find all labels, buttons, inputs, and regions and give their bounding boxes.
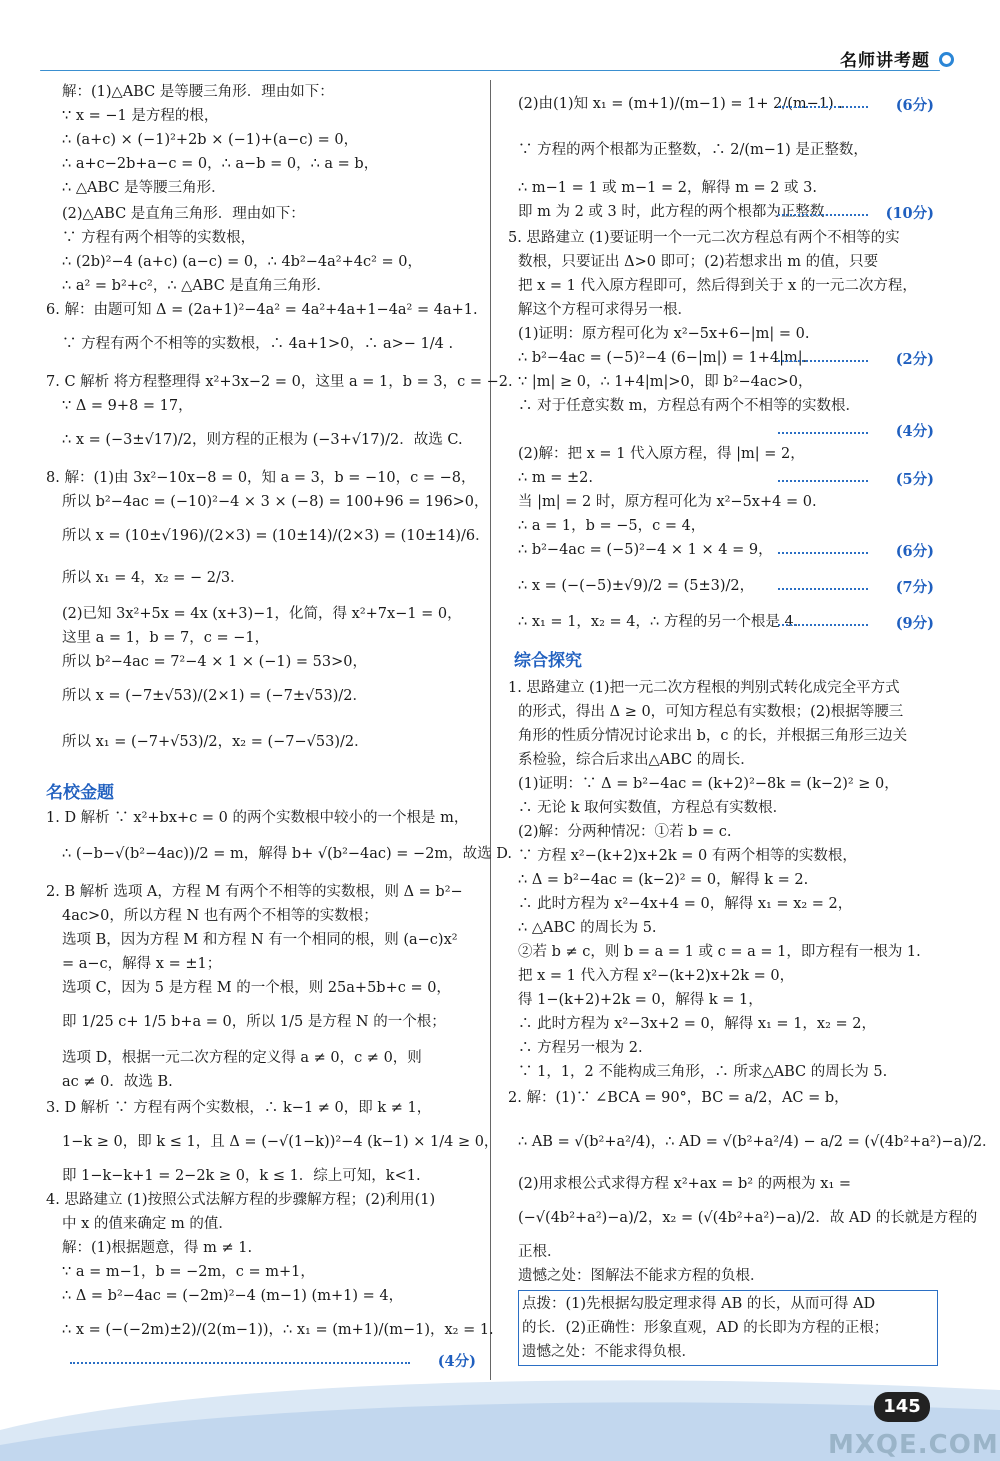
right-line: ②若 b ≠ c，则 b = a = 1 或 c = a = 1，即方程有一根为 1. bbox=[518, 944, 921, 960]
right-line: 2. 解：(1)∵ ∠BCA = 90°，BC = a/2，AC = b， bbox=[508, 1090, 849, 1106]
left-line: ∴ x = (−(−2m)±2)/(2(m−1))，∴ x₁ = (m+1)/(m−1)，x₂ = 1. bbox=[62, 1322, 494, 1338]
left-line: ∴ △ABC 是等腰三角形． bbox=[62, 180, 226, 196]
header-title: 名师讲考题 bbox=[840, 51, 930, 71]
left-line: 所以 b²−4ac = 7²−4 × 1 × (−1) = 53>0， bbox=[62, 654, 367, 670]
header-rule bbox=[40, 70, 940, 71]
left-line: 2. B 解析 选项 A，方程 M 有两个不相等的实数根，则 Δ = b²− bbox=[46, 884, 463, 900]
right-line: (−√(4b²+a²)−a)/2，x₂ = (√(4b²+a²)−a)/2．故 AD 的长就是方程的 bbox=[518, 1210, 978, 1226]
right-line: 点拨：(1)先根据勾股定理求得 AB 的长，从而可得 AD bbox=[522, 1296, 876, 1312]
right-line: 把 x = 1 代入原方程即可，然后得到关于 x 的一元二次方程， bbox=[518, 278, 917, 294]
watermark: MXQE.COM bbox=[828, 1430, 999, 1460]
header-circle-icon bbox=[939, 52, 954, 67]
right-line: 当 |m| = 2 时，原方程可化为 x²−5x+4 = 0. bbox=[518, 494, 817, 510]
section-heading: 综合探究 bbox=[514, 651, 582, 671]
right-line: (2)解：把 x = 1 代入原方程，得 |m| = 2， bbox=[518, 446, 805, 462]
left-line: 这里 a = 1，b = 7，c = −1， bbox=[62, 630, 270, 646]
dotted-leader bbox=[70, 1362, 410, 1364]
right-line: ∵ 方程 x²−(k+2)x+2k = 0 有两个相等的实数根， bbox=[518, 848, 857, 864]
right-line: 即 m 为 2 或 3 时，此方程的两个根都为正整数． bbox=[518, 204, 839, 220]
right-line: 系检验，综合后求出△ABC 的周长． bbox=[518, 752, 755, 768]
right-line: ∴ AB = √(b²+a²/4)，∴ AD = √(b²+a²/4) − a/2 = (√(4b²+a²)−a)/2． bbox=[518, 1134, 997, 1150]
right-line: (2)由(1)知 x₁ = (m+1)/(m−1) = 1+ 2/(m−1) . bbox=[518, 96, 843, 112]
right-line: ∴ b²−4ac = (−5)²−4 × 1 × 4 = 9， bbox=[518, 542, 773, 558]
left-line: 所以 x₁ = (−7+√53)/2，x₂ = (−7−√53)/2． bbox=[62, 734, 369, 750]
right-line: ∵ |m| ≥ 0，∴ 1+4|m|>0，即 b²−4ac>0， bbox=[518, 374, 813, 390]
left-line: 解：(1)△ABC 是等腰三角形．理由如下： bbox=[62, 84, 334, 100]
dotted-leader bbox=[778, 106, 868, 108]
right-line: 数根，只要证出 Δ>0 即可；(2)若想求出 m 的值，只要 bbox=[518, 254, 879, 270]
left-line: ∴ (2b)²−4 (a+c) (a−c) = 0，∴ 4b²−4a²+4c² = 0， bbox=[62, 254, 423, 270]
left-line: 1−k ≥ 0，即 k ≤ 1，且 Δ = (−√(1−k))²−4 (k−1) × 1/4 ≥ 0， bbox=[62, 1134, 499, 1150]
left-line: (2)△ABC 是直角三角形．理由如下： bbox=[62, 206, 305, 222]
left-line: ∵ Δ = 9+8 = 17， bbox=[62, 398, 193, 414]
left-line: ∴ (a+c) × (−1)²+2b × (−1)+(a−c) = 0， bbox=[62, 132, 359, 148]
right-line: ∵ 1，1，2 不能构成三角形，∴ 所求△ABC 的周长为 5. bbox=[518, 1064, 888, 1080]
left-line: ∵ 方程有两个不相等的实数根，∴ 4a+1>0，∴ a>− 1/4 . bbox=[62, 336, 454, 352]
right-line: ∴ b²−4ac = (−5)²−4 (6−|m|) = 1+4|m|. bbox=[518, 350, 808, 366]
right-line: 正根． bbox=[518, 1244, 562, 1260]
left-line: 4ac>0，所以方程 N 也有两个不相等的实数根； bbox=[62, 908, 378, 924]
left-line: 3. D 解析 ∵ 方程有两个实数根，∴ k−1 ≠ 0，即 k ≠ 1， bbox=[46, 1100, 432, 1116]
right-line: ∴ 对于任意实数 m，方程总有两个不相等的实数根． bbox=[518, 398, 860, 414]
right-line: ∴ 此时方程为 x²−4x+4 = 0，解得 x₁ = x₂ = 2， bbox=[518, 896, 853, 912]
right-line: 的形式，得出 Δ ≥ 0，可知方程总有实数根；(2)根据等腰三 bbox=[518, 704, 904, 720]
right-line: 遗憾之处：图解法不能求方程的负根． bbox=[518, 1268, 765, 1284]
left-line: 即 1−k−k+1 = 2−2k ≥ 0，k ≤ 1．综上可知，k<1. bbox=[62, 1168, 421, 1184]
left-line: 所以 x = (10±√196)/(2×3) = (10±14)/(2×3) = (10±14)/6． bbox=[62, 528, 490, 544]
right-line: ∴ x = (−(−5)±√9)/2 = (5±3)/2， bbox=[518, 578, 755, 594]
right-line: 1. 思路建立 (1)把一元二次方程根的判别式转化成完全平方式 bbox=[508, 680, 900, 696]
section-heading: 名校金题 bbox=[46, 783, 114, 803]
right-line: 得 1−(k+2)+2k = 0，解得 k = 1， bbox=[518, 992, 763, 1008]
left-line: ac ≠ 0．故选 B. bbox=[62, 1074, 173, 1090]
right-line: ∴ a = 1，b = −5，c = 4， bbox=[518, 518, 706, 534]
dotted-leader bbox=[778, 214, 868, 216]
dotted-leader bbox=[778, 552, 868, 554]
right-line: ∴ Δ = b²−4ac = (k−2)² = 0，解得 k = 2. bbox=[518, 872, 809, 888]
dotted-leader bbox=[778, 624, 868, 626]
left-line: 解：(1)根据题意，得 m ≠ 1. bbox=[62, 1240, 253, 1256]
dotted-leader bbox=[778, 432, 868, 434]
right-line: 的长．(2)正确性：形象直观，AD 的长即为方程的正根； bbox=[522, 1320, 889, 1336]
score-label: (6分) bbox=[895, 543, 934, 560]
right-line: ∴ △ABC 的周长为 5. bbox=[518, 920, 657, 936]
left-line: ∵ x = −1 是方程的根， bbox=[62, 108, 219, 124]
right-line: 把 x = 1 代入方程 x²−(k+2)x+2k = 0， bbox=[518, 968, 795, 984]
left-line: 6. 解：由题可知 Δ = (2a+1)²−4a² = 4a²+4a+1−4a² = 4a+1. bbox=[46, 302, 478, 318]
right-line: (1)证明：∵ Δ = b²−4ac = (k+2)²−8k = (k−2)² ≥ 0， bbox=[518, 776, 899, 792]
right-line: ∴ x₁ = 1，x₂ = 4，∴ 方程的另一个根是 4. bbox=[518, 614, 799, 630]
left-line: 选项 B，因为方程 M 和方程 N 有一个相同的根，则 (a−c)x² bbox=[62, 932, 458, 948]
dotted-leader bbox=[778, 588, 868, 590]
right-line: (2)解：分两种情况：①若 b = c. bbox=[518, 824, 732, 840]
right-line: 5. 思路建立 (1)要证明一个一元二次方程总有两个不相等的实 bbox=[508, 230, 900, 246]
right-line: (1)证明：原方程可化为 x²−5x+6−|m| = 0. bbox=[518, 326, 810, 342]
left-line: ∴ a+c−2b+a−c = 0，∴ a−b = 0，∴ a = b， bbox=[62, 156, 379, 172]
score-label: (2分) bbox=[895, 351, 934, 368]
right-line: 遗憾之处：不能求得负根． bbox=[522, 1344, 696, 1360]
left-line: 所以 x = (−7±√53)/(2×1) = (−7±√53)/2． bbox=[62, 688, 367, 704]
left-line: = a−c，解得 x = ±1； bbox=[62, 956, 222, 972]
left-line: ∴ x = (−3±√17)/2，则方程的正根为 (−3+√17)/2．故选 C. bbox=[62, 432, 463, 448]
score-label: (4分) bbox=[895, 423, 934, 440]
score-label: (5分) bbox=[895, 471, 934, 488]
score-label: (9分) bbox=[895, 615, 934, 632]
left-line: 中 x 的值来确定 m 的值． bbox=[62, 1216, 233, 1232]
left-line: ∵ 方程有两个相等的实数根， bbox=[62, 230, 256, 246]
left-line: ∴ Δ = b²−4ac = (−2m)²−4 (m−1) (m+1) = 4， bbox=[62, 1288, 404, 1304]
right-line: ∴ 此时方程为 x²−3x+2 = 0，解得 x₁ = 1，x₂ = 2， bbox=[518, 1016, 877, 1032]
dotted-leader bbox=[778, 480, 868, 482]
left-line: 即 1/25 c+ 1/5 b+a = 0，所以 1/5 是方程 N 的一个根； bbox=[62, 1014, 446, 1030]
score-label: (10分) bbox=[885, 205, 934, 222]
right-line: 角形的性质分情况讨论求出 b，c 的长，并根据三角形三边关 bbox=[518, 728, 908, 744]
left-line: (2)已知 3x²+5x = 4x (x+3)−1，化简，得 x²+7x−1 = 0， bbox=[62, 606, 462, 622]
score-label: (7分) bbox=[895, 579, 934, 596]
left-line: 所以 b²−4ac = (−10)²−4 × 3 × (−8) = 100+96 = 196>0， bbox=[62, 494, 489, 510]
left-line: ∴ a² = b²+c²，∴ △ABC 是直角三角形． bbox=[62, 278, 331, 294]
right-line: ∴ 无论 k 取何实数值，方程总有实数根． bbox=[518, 800, 788, 816]
score-label: (6分) bbox=[895, 97, 934, 114]
left-line: 7. C 解析 将方程整理得 x²+3x−2 = 0，这里 a = 1，b = 3，c = −2. bbox=[46, 374, 513, 390]
right-line: ∴ 方程另一根为 2. bbox=[518, 1040, 643, 1056]
left-line: ∴ (−b−√(b²−4ac))/2 = m，解得 b+ √(b²−4ac) = −2m，故选 D. bbox=[62, 846, 513, 862]
left-line: 4. 思路建立 (1)按照公式法解方程的步骤解方程；(2)利用(1) bbox=[46, 1192, 436, 1208]
right-line: ∴ m = ±2. bbox=[518, 470, 593, 486]
left-line: 选项 C，因为 5 是方程 M 的一个根，则 25a+5b+c = 0， bbox=[62, 980, 451, 996]
tip-box bbox=[518, 1290, 938, 1366]
right-line: ∵ 方程的两个根都为正整数，∴ 2/(m−1) 是正整数， bbox=[518, 142, 868, 158]
column-divider bbox=[490, 80, 491, 1380]
right-line: 解这个方程可求得另一根． bbox=[518, 302, 692, 318]
page-number: 145 bbox=[874, 1392, 930, 1422]
left-line: 所以 x₁ = 4，x₂ = − 2/3． bbox=[62, 570, 245, 586]
left-line: 选项 D，根据一元二次方程的定义得 a ≠ 0，c ≠ 0，则 bbox=[62, 1050, 422, 1066]
left-line: 8. 解：(1)由 3x²−10x−8 = 0，知 a = 3，b = −10，c = −8， bbox=[46, 470, 476, 486]
right-line: (2)用求根公式求得方程 x²+ax = b² 的两根为 x₁ = bbox=[518, 1176, 852, 1192]
dotted-leader bbox=[778, 360, 868, 362]
left-line: 1. D 解析 ∵ x²+bx+c = 0 的两个实数根中较小的一个根是 m， bbox=[46, 810, 469, 826]
score-label: (4分) bbox=[437, 1353, 476, 1370]
right-line: ∴ m−1 = 1 或 m−1 = 2，解得 m = 2 或 3. bbox=[518, 180, 817, 196]
left-line: ∵ a = m−1，b = −2m，c = m+1， bbox=[62, 1264, 315, 1280]
